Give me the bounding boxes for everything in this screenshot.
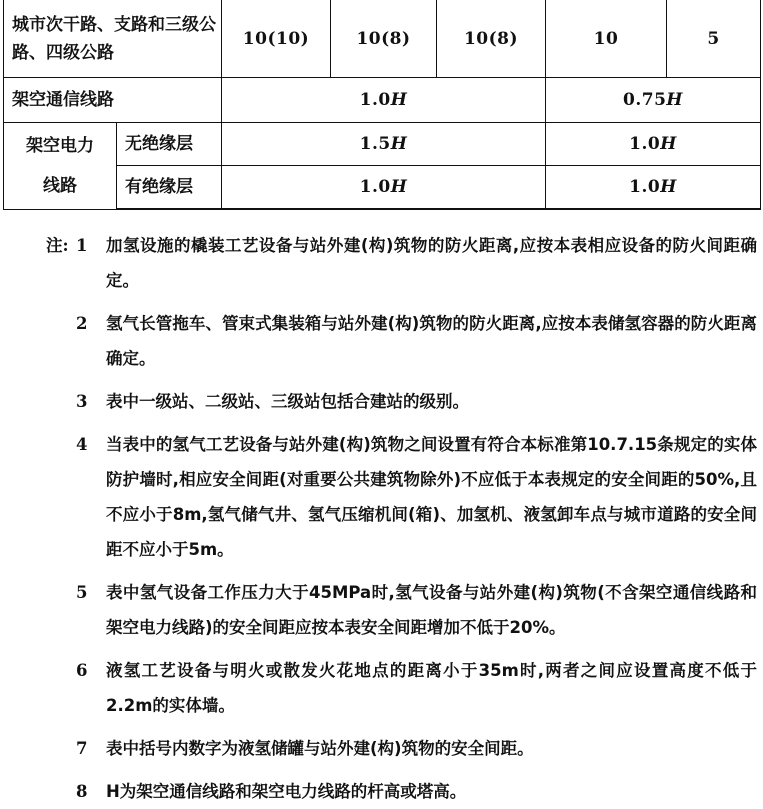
table-row-comm-lines [4, 78, 761, 123]
note-text: 表中括号内数字为液氢储罐与站外建(构)筑物的安全间距。 [106, 739, 534, 758]
note-item [0, 575, 763, 645]
notes-section [0, 228, 763, 809]
note-text: 加氢设施的橇装工艺设备与站外建(构)筑物的防火距离,应按本表相应设备的防火间距确定。 [106, 236, 757, 290]
row-label-comm-lines: 架空通信线路 [4, 78, 222, 123]
cell-value: 1.0 [359, 177, 391, 197]
note-text: H为架空通信线路和架空电力线路的杆高或塔高。 [106, 782, 467, 801]
table-cell [222, 166, 546, 210]
note-item [0, 427, 763, 567]
table-cell: 10(10) [222, 0, 331, 78]
note-text: 液氢工艺设备与明火或散发火花地点的距离小于35m时,两者之间应设置高度不低于2.2m的实体墙。 [106, 661, 757, 715]
note-index: 1 [76, 236, 88, 255]
note-index: 5 [76, 583, 88, 602]
row-label-city-roads: 城市次干路、支路和三级公路、四级公路 [4, 0, 222, 78]
cell-value: 1.0 [629, 134, 661, 154]
note-index: 6 [76, 661, 88, 680]
row-sublabel-insulated: 有绝缘层 [117, 166, 222, 210]
note-index: 4 [76, 435, 88, 454]
note-text: 表中氢气设备工作压力大于45MPa时,氢气设备与站外建(构)筑物(不含架空通信线路和架空电力线路)的安全间距应按本表安全间距增加不低于20%。 [106, 583, 757, 637]
note-item [0, 384, 763, 419]
row-group-label-power-lines: 架空电力线路 [4, 123, 117, 210]
cell-value: 1.5 [359, 134, 391, 154]
note-item [0, 653, 763, 723]
unit-symbol: H [390, 90, 408, 110]
note-item [0, 306, 763, 376]
note-text: 表中一级站、二级站、三级站包括合建站的级别。 [106, 392, 469, 411]
note-index: 8 [76, 782, 88, 801]
unit-symbol: H [660, 177, 677, 197]
note-index: 2 [76, 314, 88, 333]
table-cell [546, 123, 761, 166]
note-text: 氢气长管拖车、管束式集装箱与站外建(构)筑物的防火距离,应按本表储氢容器的防火距离确定。 [106, 314, 757, 368]
table-cell: 5 [667, 0, 761, 78]
table-row-city-roads [4, 0, 761, 78]
note-item [0, 731, 763, 766]
unit-symbol: H [666, 90, 683, 110]
unit-symbol: H [390, 134, 408, 154]
note-index: 7 [76, 739, 88, 758]
unit-symbol: H [390, 177, 408, 197]
table-cell: 10 [546, 0, 667, 78]
table-row-power-insulated [4, 166, 761, 210]
table-cell: 10(8) [437, 0, 546, 78]
cell-value: 1.0 [629, 177, 661, 197]
table-cell [546, 78, 761, 123]
row-sublabel-uninsulated: 无绝缘层 [117, 123, 222, 166]
note-item [0, 228, 763, 298]
note-text: 当表中的氢气工艺设备与站外建(构)筑物之间设置有符合本标准第10.7.15条规定的实体防护墙时,相应安全间距(对重要公共建筑物除外)不应低于本表规定的安全间距的50%,且不应小于8m,氢气储气井、氢气压缩机间(箱)、加氢机、液氢卸车点与城市道路的安全间距不应小于5m。 [106, 435, 757, 559]
table-cell [222, 78, 546, 123]
table-cell: 10(8) [331, 0, 437, 78]
table-row-power-uninsulated [4, 123, 761, 166]
table-cell [222, 123, 546, 166]
note-index: 3 [76, 392, 88, 411]
notes-prefix: 注: [46, 236, 69, 255]
cell-value: 1.0 [359, 90, 391, 110]
note-item [0, 774, 763, 809]
cell-value: 0.75 [623, 90, 667, 110]
table-cell [546, 166, 761, 210]
spacing-table [3, 0, 761, 210]
unit-symbol: H [660, 134, 677, 154]
